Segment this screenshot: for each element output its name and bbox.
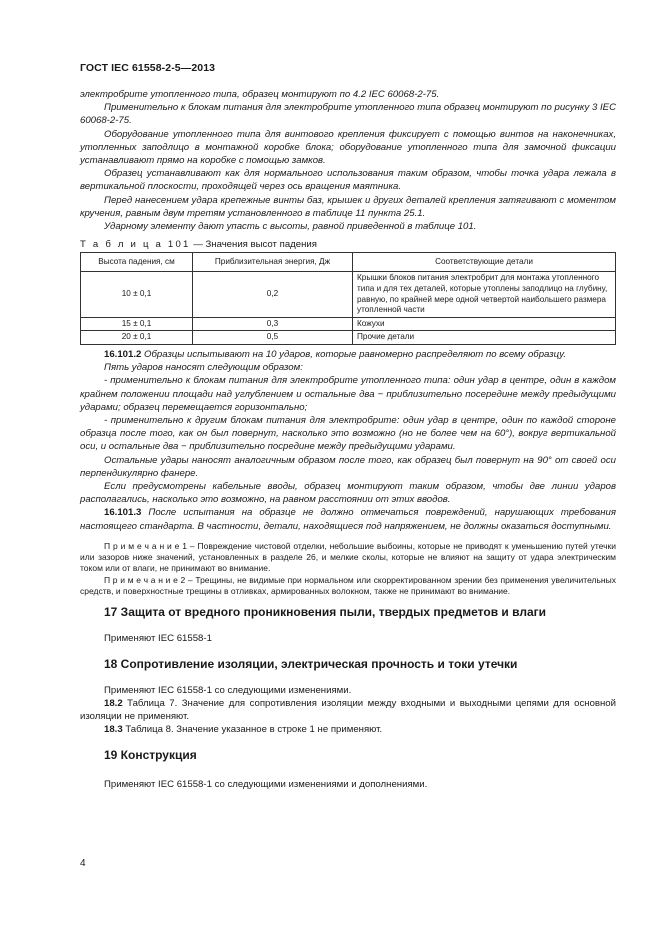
paragraph: Перед нанесением удара крепежные винты баз, крышек и других деталей крепления затягивают с моментом кручения, равным двум третям установленного в таблице 11 пункта 25.1. (80, 194, 616, 219)
clause-text: Таблица 8. Значение указанное в строке 1 не применяют. (122, 724, 383, 736)
table-caption-label: Т а б л и ц а 101 (80, 239, 191, 251)
table-cell: Крышки блоков питания электробрит для монтажа утопленного типа и для тех деталей, которые утоплены заподлицо на глубину, равную, по крайней мере одной четвертой наибольшего размера утопленной части (353, 272, 616, 317)
paragraph: Пять ударов наносят следующим образом: (104, 362, 303, 374)
table-cell: Кожухи (353, 317, 616, 331)
table-row (81, 331, 616, 345)
table-cell: 0,3 (193, 317, 353, 331)
paragraph: Ударному элементу дают упасть с высоты, равной приведенной в таблице 101. (104, 221, 477, 233)
clause-18-2 (80, 697, 616, 723)
table-cell: 0,5 (193, 331, 353, 345)
table-header-cell: Соответствующие детали (353, 253, 616, 272)
note-text: – Повреждение чистовой отделки, небольшие выбоины, которые не приводят к уменьшению путей утечки или зазоров ниже значений, установленных в разделе 26, и мелкие сколы, которые не влияют на защиту от удара электрическим током или от влаги, не принимают во внимание. (80, 540, 616, 574)
table-header-row (81, 253, 616, 272)
clause-number: 18.2 (104, 697, 123, 709)
table-cell: 20 ± 0,1 (81, 331, 193, 345)
note-2 (80, 575, 616, 598)
document-header: ГОСТ IEC 61558-2-5—2013 (80, 62, 216, 74)
paragraph: - применительно к другим блокам питания для электробрите: один удар в центре, один по каждой стороне образца после того, как он был повернут, насколько это возможно (но не более чем на 60°), вокруг вертикальной оси, и остальные два − приблизительно посредине между предыдущими ударами. (80, 415, 616, 453)
section-19-heading: 19 Конструкция (104, 748, 197, 763)
table-caption-text: — Значения высот падения (190, 239, 317, 251)
paragraph: Образец устанавливают как для нормального использования таким образом, чтобы точка удара лежала в вертикальной плоскости, проходящей через ось вращения маятника. (80, 168, 616, 193)
drop-heights-table (80, 252, 616, 345)
table-cell: Прочие детали (353, 331, 616, 345)
paragraph: Оборудование утопленного типа для винтового крепления фиксирует с помощью винтов на наконечниках, утопленных заподлицо в монтажной коробке блока; оборудование утопленного типа для замочной фиксации устанавливают прямо на коробке с помощью замков. (80, 128, 616, 167)
table-header-cell: Высота падения, см (81, 253, 193, 272)
paragraph: Если предусмотрены кабельные вводы, образец монтируют таким образом, чтобы две линии ударов располагались, насколько это возможно, на равном расстоянии от этих вводов. (80, 481, 616, 506)
table-cell: 15 ± 0,1 (81, 317, 193, 331)
clause-text: Образцы испытывают на 10 ударов, которые равномерно распределяют по всему образцу. (141, 349, 567, 360)
paragraph: Применительно к блокам питания для электробрите утопленного типа образец монтируют по рисунку 3 IEC 60068-2-75. (80, 102, 616, 127)
paragraph: Применяют IEC 61558-1 со следующими изменениями. (104, 684, 352, 696)
clause-number: 16.101.2 (104, 349, 142, 360)
table-cell: 0,2 (193, 272, 353, 317)
section-18-heading: 18 Сопротивление изоляции, электрическая прочность и токи утечки (104, 656, 518, 671)
page-body (80, 88, 616, 792)
note-label: П р и м е ч а н и е 1 (104, 540, 188, 551)
table-header-cell: Приблизительная энергия, Дж (193, 253, 353, 272)
page-number: 4 (80, 858, 86, 869)
table-row (81, 272, 616, 317)
table-row (81, 317, 616, 331)
paragraph: электробрите утопленного типа, образец монтируют по 4.2 IEC 60068-2-75. (80, 89, 440, 100)
section-17-heading: 17 Защита от вредного проникновения пыли, твердых предметов и влаги (104, 605, 547, 620)
note-text: – Трещины, не видимые при нормальном или скорректированном зрении без применения увеличительных средств, и поверхностные трещины в отливках, армированных волокном, также не принимают во внимание. (80, 574, 616, 597)
paragraph: Остальные удары наносят аналогичным образом после того, как образец был повернут на 90° от своей оси перпендикулярно фанере. (80, 454, 616, 479)
clause-18-3 (80, 723, 616, 736)
clause-16-101-2 (80, 348, 616, 361)
clause-text: Таблица 7. Значение для сопротивления изоляции между входными и выходными цепями для основной изоляции не применяют. (80, 697, 616, 722)
table-cell: 10 ± 0,1 (81, 272, 193, 317)
paragraph: - применительно к блокам питания для электробрите утопленного типа: один удар в центре, один в каждом крайнем положении площади над углублением и остальные два − приблизительно посередине между предыдущими ударами; образец перемещается горизонтально; (80, 375, 616, 413)
paragraph: Применяют IEC 61558-1 (104, 633, 212, 645)
note-1 (80, 541, 616, 575)
clause-number: 18.3 (104, 724, 123, 736)
clause-number: 16.101.3 (104, 507, 142, 519)
paragraph: Применяют IEC 61558-1 со следующими изменениями и дополнениями. (104, 779, 428, 791)
table-caption (80, 238, 616, 251)
clause-16-101-3 (80, 506, 616, 532)
note-label: П р и м е ч а н и е 2 (104, 574, 186, 585)
clause-text: После испытания на образце не должно отмечаться повреждений, нарушающих требования настоящего стандарта. В частности, детали, находящиеся под напряжением, не должны оказаться доступными. (80, 507, 616, 532)
